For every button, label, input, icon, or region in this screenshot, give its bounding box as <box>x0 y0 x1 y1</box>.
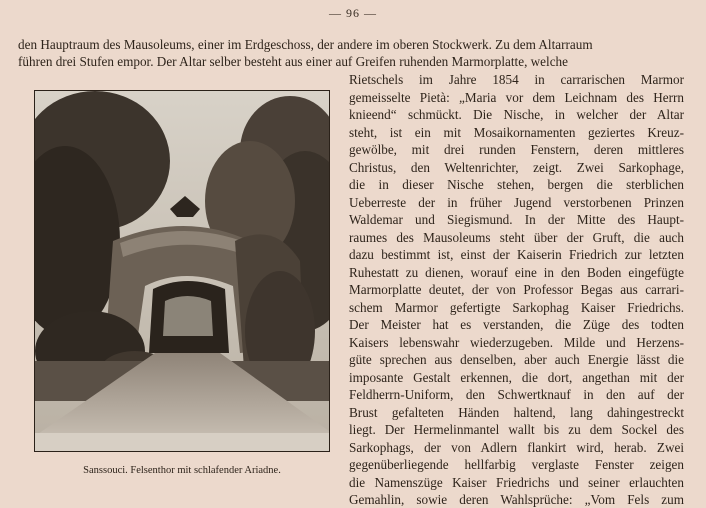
text-line: den Hauptraum des Mausoleums, einer im Erdgeschoss, der andere im oberen Stockwerk. Zu dem Altarraum <box>18 37 593 52</box>
text-line: knieend“ schmückt. Die Nische, in welcher der Altar <box>349 107 684 122</box>
text-line: schem Marmor gefertigte Sarkophag Kaiser Friedrichs. <box>349 300 684 315</box>
text-line: imposante Gestalt erkennen, die dort, angethan mit der <box>349 370 684 385</box>
page-number: — 96 — <box>329 6 377 20</box>
text-line: Feldherrn-Uniform, den Schwertknauf in den auf der <box>349 387 684 402</box>
text-line: Gemahlin, sowie deren Wahlsprüche: „Vom Fels zum <box>349 492 684 507</box>
photograph <box>34 90 330 452</box>
text-line: Rietschels im Jahre 1854 in carrarischen Marmor <box>349 72 684 87</box>
text-line: die Namenszüge Kaiser Friedrichs und seiner erlauchten <box>349 475 684 490</box>
text-line: Der Meister hat es verstanden, die Züge des todten <box>349 317 684 332</box>
text-line: gegenüberliegende hellfarbig verglaste Fenster zeigen <box>349 457 684 472</box>
text-line: Christus, den Weltenrichter, zeigt. Zwei Sarkophage, <box>349 160 684 175</box>
text-line: Ueberreste der in früher Jugend verstorbenen Prinzen <box>349 195 684 210</box>
figure-caption: Sanssouci. Felsenthor mit schlafender Ariadne. <box>83 465 281 476</box>
text-line: Brust gefalteten Händen haltend, lang dahingestreckt <box>349 405 684 420</box>
text-line: liegt. Der Hermelinmantel wallt bis zu dem Sockel des <box>349 422 684 437</box>
text-line: raumes des Mausoleums steht über der Gruft, die auch <box>349 230 684 245</box>
text-line: Ruhestatt zu dienen, worauf eine in den Boden eingefügte <box>349 265 684 280</box>
text-line: dazu bestimmt ist, einst der Kaiserin Friedrich zur letzten <box>349 247 684 262</box>
text-line: Marmorplatte deutet, der von Professor Begas aus carrari- <box>349 282 684 297</box>
text-line: Kaisers lebenswahr wiederzugeben. Milde und Herzens- <box>349 335 684 350</box>
text-line: die in dieser Nische stehen, bergen die sterblichen <box>349 177 684 192</box>
text-line: steht, ist ein mit Mosaikornamenten geziertes Kreuz- <box>349 125 684 140</box>
text-line: Waldemar und Siegismund. In der Mitte des Haupt- <box>349 212 684 227</box>
text-line: führen drei Stufen empor. Der Altar selber besteht aus einer auf Greifen ruhenden Marmorplatte, welche <box>18 54 568 69</box>
text-line: Sarkophags, der von Adlern flankirt wird, herab. Zwei <box>349 440 684 455</box>
text-line: gemeisselte Pietà: „Maria vor dem Leichnam des Herrn <box>349 90 684 105</box>
text-line: gewölbe, mit drei runden Fenstern, deren mittleres <box>349 142 684 157</box>
text-line: güte sprechen aus denselben, aber auch Energie lässt die <box>349 352 684 367</box>
